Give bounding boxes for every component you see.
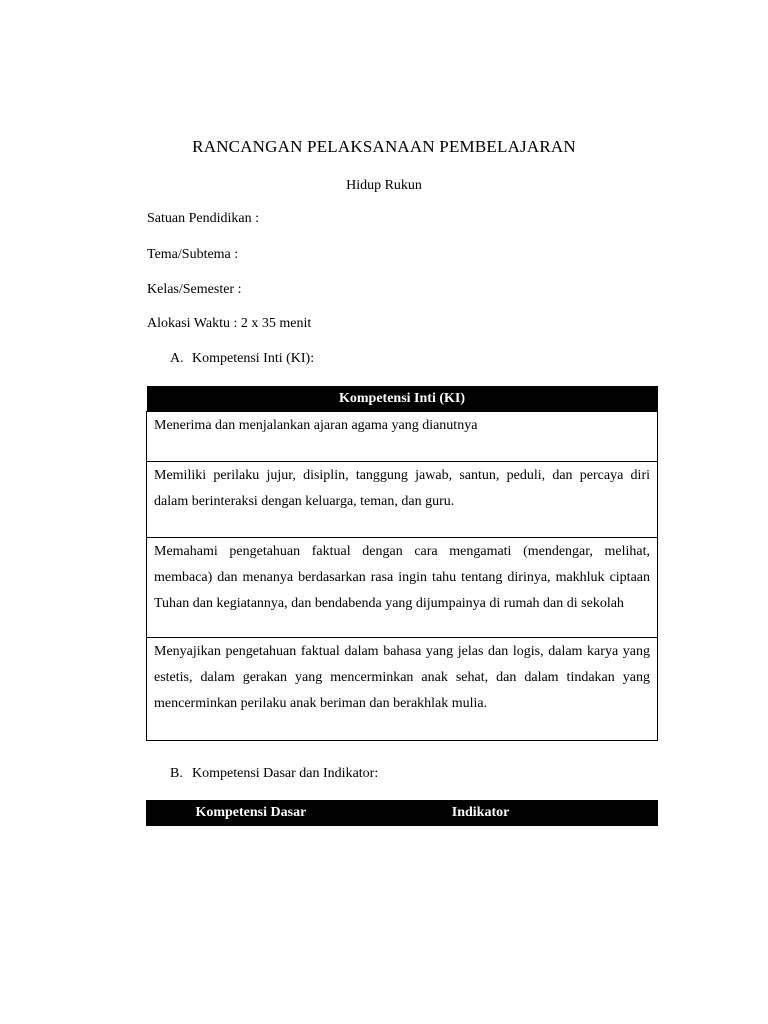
table-row <box>147 538 658 638</box>
kompetensi-inti-header: Kompetensi Inti (KI) <box>147 386 658 412</box>
kompetensi-inti-table <box>146 386 658 741</box>
kompetensi-dasar-table <box>146 800 658 826</box>
field-tema-subtema: Tema/Subtema : <box>147 247 239 262</box>
ki-row-1: Menerima dan menjalankan ajaran agama yang dianutnya <box>147 412 658 462</box>
section-b-heading <box>170 766 378 782</box>
section-a-title: Kompetensi Inti (KI): <box>192 351 315 366</box>
document-title: RANCANGAN PELAKSANAAN PEMBELAJARAN <box>192 137 576 156</box>
section-a-heading <box>170 351 314 367</box>
ki-row-2: Memiliki perilaku jujur, disiplin, tanggung jawab, santun, peduli, dan percaya diri dalam berinteraksi dengan keluarga, teman, dan guru. <box>147 462 658 538</box>
section-b-title: Kompetensi Dasar dan Indikator: <box>192 766 379 781</box>
section-a-letter: A. <box>170 351 184 366</box>
field-kelas-semester: Kelas/Semester : <box>147 282 242 297</box>
table-row <box>147 638 658 741</box>
section-b-letter: B. <box>170 766 183 781</box>
document-subtitle: Hidup Rukun <box>346 178 422 193</box>
indikator-header: Indikator <box>356 800 658 826</box>
ki-row-4: Menyajikan pengetahuan faktual dalam bahasa yang jelas dan logis, dalam karya yang estetis, dalam gerakan yang mencerminkan anak sehat, dan dalam tindakan yang mencerminkan perilaku anak beriman dan berakhlak mulia. <box>147 638 658 741</box>
table-row <box>147 462 658 538</box>
ki-row-3: Memahami pengetahuan faktual dengan cara mengamati (mendengar, melihat, membaca) dan menanya berdasarkan rasa ingin tahu tentang dirinya, makhluk ciptaan Tuhan dan kegiatannya, dan bendabenda yang dijumpainya di rumah dan di sekolah <box>147 538 658 638</box>
table-row <box>147 412 658 462</box>
field-alokasi-waktu: Alokasi Waktu : 2 x 35 menit <box>147 316 312 331</box>
field-satuan-pendidikan: Satuan Pendidikan : <box>147 211 259 226</box>
kompetensi-dasar-header: Kompetensi Dasar <box>146 800 356 826</box>
